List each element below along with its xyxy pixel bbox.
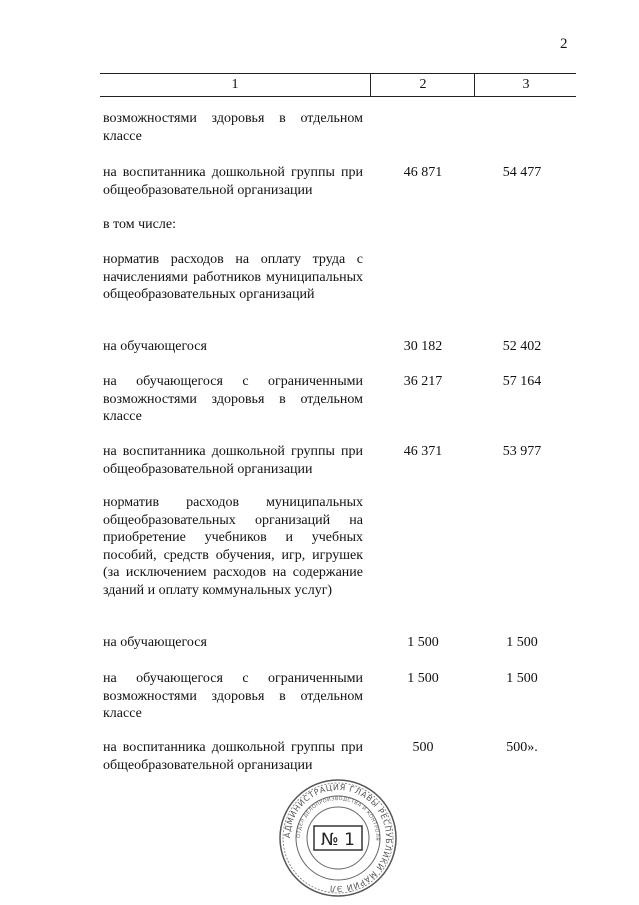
seal-number: № 1: [321, 830, 355, 850]
row-value-col3: 54 477: [502, 165, 542, 180]
row-value-col2: 30 182: [403, 339, 443, 354]
row-label: возможностями здоровья в отдельном классе: [103, 111, 363, 144]
header-col-2: 2: [370, 74, 475, 96]
seal-ring-text-inner: ОТДЕЛ ДЕЛОПРОИЗВОДСТВА И КОНТРОЛЯ: [295, 795, 381, 841]
row-value-col2: 46 871: [403, 165, 443, 180]
row-label: на обучающегося: [103, 635, 207, 650]
row-value-col3: 500».: [506, 740, 538, 755]
row-value-col2: 1 500: [407, 671, 439, 686]
row-value-col3: 57 164: [502, 374, 542, 389]
row-value-col3: 1 500: [506, 671, 538, 686]
row-value-col2: 500: [412, 740, 434, 755]
row-label: на обучающегося: [103, 339, 207, 354]
row-value-col3: 1 500: [506, 635, 538, 650]
row-value-col2: 1 500: [407, 635, 439, 650]
row-label: на обучающегося с ограниченными возможностями здоровья в отдельном классе: [103, 374, 363, 424]
seal-ring-text: АДМИНИСТРАЦИЯ ГЛАВЫ РЕСПУБЛИКИ МАРИЙ ЭЛ: [282, 782, 394, 894]
header-col-1: 1: [231, 77, 239, 92]
row-label: на воспитанника дошкольной группы при общеобразовательной организации: [103, 165, 363, 198]
row-label: в том числе:: [103, 217, 176, 232]
row-value-col2: 36 217: [403, 374, 443, 389]
row-value-col2: 46 371: [403, 444, 443, 459]
row-value-col3: 53 977: [502, 444, 542, 459]
table-header: [100, 73, 576, 97]
row-value-col3: 52 402: [502, 339, 542, 354]
row-label: на воспитанника дошкольной группы при общеобразовательной организации: [103, 740, 363, 773]
page-number: 2: [560, 36, 568, 52]
row-label: норматив расходов на оплату труда с начислениями работников муниципальных общеобразовательных организаций: [103, 252, 363, 302]
header-col-3: 3: [474, 74, 577, 96]
seal-stamp-icon: [276, 776, 400, 900]
row-label: на воспитанника дошкольной группы при общеобразовательной организации: [103, 444, 363, 477]
official-seal: [276, 776, 400, 900]
row-label: на обучающегося с ограниченными возможностями здоровья в отдельном классе: [103, 671, 363, 721]
row-label: норматив расходов муниципальных общеобразовательных организаций на приобретение учебников и учебных пособий, средств обучения, игр, игрушек (за исключением расходов на содержание зданий и оплату коммунальных услуг): [103, 495, 363, 598]
